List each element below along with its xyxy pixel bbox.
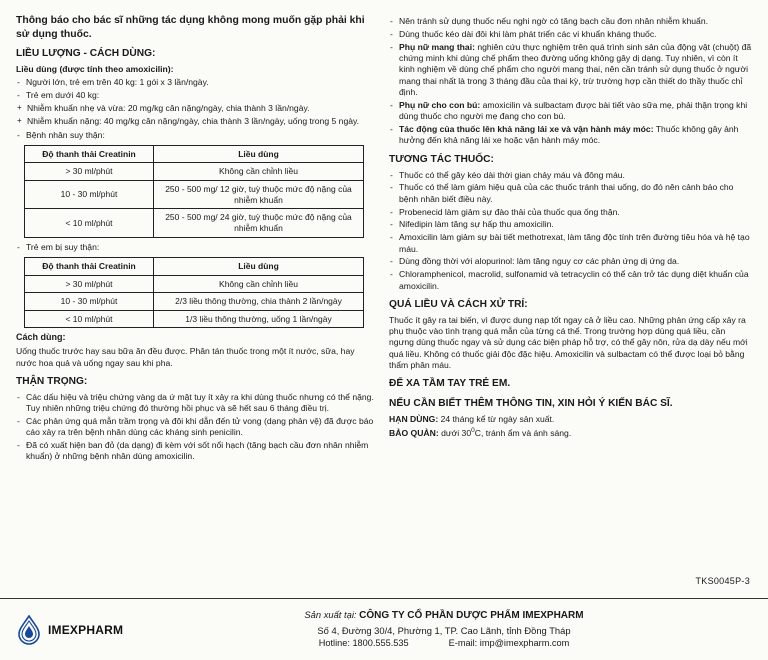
table-row bbox=[25, 310, 364, 328]
droplet-icon bbox=[16, 615, 42, 645]
shelf-life-value: 24 tháng kể từ ngày sản xuất. bbox=[440, 413, 555, 424]
renal-child-table bbox=[24, 257, 364, 329]
renal-adult-table bbox=[24, 145, 364, 238]
list-item-driving: - Tác động của thuốc lên khả năng lái xe và vận hành máy móc: Thuốc không gây ảnh hưởng đến khả năng lái xe hoặc vận hành máy móc. bbox=[389, 124, 752, 147]
lead-notice: Thông báo cho bác sĩ những tác dụng không mong muốn gặp phải khi sử dụng thuốc. bbox=[16, 15, 365, 40]
list-item-pregnancy: - Phụ nữ mang thai: nghiên cứu thực nghiệm trên quá trình sinh sản của động vật (chuột) đã chứng minh khi dùng chế phẩm theo đường uống không gây dị dạng. Tuy nhiên, vì còn ít kinh nghiệm về dùng chế phẩm cho người mang thai, nên cần tránh sử dụng thuốc ở người mang thai nhất là trong 3 tháng đầu của thai kỳ, trừ trường hợp cần thiết do thầy thuốc chỉ định. bbox=[389, 42, 752, 99]
table-row bbox=[25, 293, 364, 311]
contact-row bbox=[136, 637, 752, 650]
keep-away-warning: ĐỂ XA TẦM TAY TRẺ EM. bbox=[389, 378, 511, 390]
table-cell: > 30 ml/phút bbox=[25, 275, 154, 293]
table-header-row bbox=[25, 257, 364, 275]
renal-adult-label: - Bệnh nhân suy thận: bbox=[16, 130, 375, 141]
precaution-continued-list bbox=[389, 16, 752, 147]
overdose-text: Thuốc ít gây ra tai biến, vì được dung nạp tốt ngay cả ở liều cao. Những phản ứng cấp xảy ra phụ thuộc vào tình trạng quá mẫn của từng cá thể. Trong trường hợp dùng quá liều, cần ngưng dùng thuốc ngay và sử dụng các biện pháp hỗ trợ, có thể gây nôn, rửa dạ dày nếu mới quá liều. Không có thuốc giải độc đặc hiệu. Amoxicilin và sulbactam có thể được loại bỏ bằng thẩm phân máu. bbox=[389, 314, 748, 371]
list-item: + Nhiễm khuẩn nhẹ và vừa: 20 mg/kg cân nặng/ngày, chia thành 3 lần/ngày. bbox=[16, 103, 375, 114]
child-dosage-list bbox=[16, 103, 375, 127]
renal-child-label: - Trẻ em bị suy thận: bbox=[16, 242, 375, 253]
storage-degree-sup: 0 bbox=[471, 427, 475, 435]
company-name: CÔNG TY CỔ PHẦN DƯỢC PHẨM IMEXPHARM bbox=[359, 610, 584, 622]
ask-doctor-warning: NẾU CẦN BIẾT THÊM THÔNG TIN, XIN HỎI Ý KIẾN BÁC SĨ. bbox=[389, 398, 673, 410]
column-header: Độ thanh thải Creatinin bbox=[25, 145, 154, 163]
table-cell: 2/3 liều thông thường, chia thành 2 lần/ngày bbox=[154, 293, 364, 311]
list-item: - Chloramphenicol, macrolid, sulfonamid và tetracyclin có thể cản trở tác dụng diệt khuẩn của amoxicilin. bbox=[389, 269, 752, 292]
left-column bbox=[16, 14, 375, 465]
list-item: - Đã có xuất hiện ban đỏ (da dạng) đi kèm với sốt nổi hạch (tăng bạch cầu đơn nhân nhiễm khuẩn) ở những bệnh nhân dùng amoxicilin. bbox=[16, 440, 375, 463]
table-cell: 250 - 500 mg/ 12 giờ, tuỳ thuộc mức độ nặng của nhiễm khuẩn bbox=[154, 181, 364, 209]
list-item: - Các dấu hiệu và triệu chứng vàng da ứ mật tuy ít xảy ra khi dùng thuốc nhưng có thể nặng. Tuy nhiên những triệu chứng đó thường hồi phục và sẽ hết sau 6 tháng điều trị. bbox=[16, 392, 375, 415]
list-item: - Trẻ em dưới 40 kg: bbox=[16, 90, 375, 101]
two-column-body bbox=[16, 14, 752, 465]
table-cell: < 10 ml/phút bbox=[25, 209, 154, 237]
howto-title: Cách dùng: bbox=[16, 332, 66, 343]
list-item: - Người lớn, trẻ em trên 40 kg: 1 gói x 3 lần/ngày. bbox=[16, 77, 375, 88]
shelf-life-label: HẠN DÙNG: bbox=[389, 413, 439, 424]
caution-list bbox=[16, 392, 375, 463]
table-cell: Không cần chỉnh liều bbox=[154, 163, 364, 181]
list-item: - Probenecid làm giảm sự đào thải của thuốc qua ống thận. bbox=[389, 207, 752, 218]
column-header: Liều dùng bbox=[154, 145, 364, 163]
overdose-title: QUÁ LIỀU VÀ CÁCH XỬ TRÍ: bbox=[389, 298, 528, 310]
list-item: - Thuốc có thể gây kéo dài thời gian chảy máu và đông máu. bbox=[389, 170, 752, 181]
table-header-row bbox=[25, 145, 364, 163]
storage-value-post: C, tránh ẩm và ánh sáng. bbox=[474, 428, 572, 439]
footer bbox=[0, 598, 768, 660]
storage-row bbox=[389, 427, 752, 439]
list-item: - Thuốc có thể làm giảm hiệu quả của các thuốc tránh thai uống, do đó nên cảnh báo cho bệnh nhân biết điều này. bbox=[389, 182, 752, 205]
right-column bbox=[389, 14, 752, 441]
storage-label: BẢO QUẢN: bbox=[389, 428, 439, 439]
document-code: TKS0045P-3 bbox=[695, 576, 750, 586]
logo-wordmark: IMEXPHARM bbox=[48, 622, 124, 637]
column-header: Độ thanh thải Creatinin bbox=[25, 257, 154, 275]
hotline[interactable]: Hotline: 1800.555.535 bbox=[318, 638, 409, 649]
table-cell: 250 - 500 mg/ 24 giờ, tuỳ thuộc mức độ nặng của nhiễm khuẩn bbox=[154, 209, 364, 237]
table-row bbox=[25, 181, 364, 209]
howto-text: Uống thuốc trước hay sau bữa ăn đều được. Phân tán thuốc trong một ít nước, sữa, hay nước hoa quả và uống ngay sau khi pha. bbox=[16, 346, 355, 368]
list-item: + Nhiễm khuẩn nặng: 40 mg/kg cân nặng/ngày, chia thành 3 lần/ngày, uống trong 5 ngày. bbox=[16, 116, 375, 127]
imexpharm-logo bbox=[16, 615, 136, 645]
list-item: - Nifedipin làm tăng sự hấp thu amoxicilin. bbox=[389, 219, 752, 230]
interaction-list bbox=[389, 170, 752, 292]
interaction-title: TƯƠNG TÁC THUỐC: bbox=[389, 153, 494, 165]
table-cell: 10 - 30 ml/phút bbox=[25, 181, 154, 209]
dosage-intro: Liều dùng (được tính theo amoxicilin): bbox=[16, 63, 174, 74]
table-row bbox=[25, 209, 364, 237]
storage-value-pre: dưới 30 bbox=[441, 428, 472, 439]
list-item: - Dùng đồng thời với alopurinol: làm tăng nguy cơ các phản ứng dị ứng da. bbox=[389, 256, 752, 267]
column-header: Liều dùng bbox=[154, 257, 364, 275]
table-cell: 10 - 30 ml/phút bbox=[25, 293, 154, 311]
email[interactable]: E-mail: imp@imexpharm.com bbox=[448, 638, 570, 649]
company-address: Số 4, Đường 30/4, Phường 1, TP. Cao Lãnh, tỉnh Đồng Tháp bbox=[317, 624, 571, 636]
list-item: - Amoxicilin làm giảm sự bài tiết methotrexat, làm tăng độc tính trên đường tiêu hóa và hệ tạo máu. bbox=[389, 232, 752, 255]
shelf-life-row bbox=[389, 414, 752, 425]
table-cell: < 10 ml/phút bbox=[25, 310, 154, 328]
renal-child-label-wrap bbox=[16, 242, 375, 253]
manufacturer-line bbox=[136, 608, 752, 624]
caution-title: THẬN TRỌNG: bbox=[16, 376, 88, 387]
manufacturer-label: Sản xuất tại: bbox=[304, 609, 357, 621]
footer-info bbox=[136, 608, 752, 650]
table-cell: Không cần chỉnh liều bbox=[154, 275, 364, 293]
list-item-breastfeeding: - Phụ nữ cho con bú: amoxicilin và sulbactam được bài tiết vào sữa mẹ, phải thận trọng khi dùng thuốc cho người mẹ đang cho con bú. bbox=[389, 100, 752, 123]
table-row bbox=[25, 275, 364, 293]
section-dosage-title: LIỀU LƯỢNG - CÁCH DÙNG: bbox=[16, 48, 156, 60]
table-row bbox=[25, 163, 364, 181]
table-cell: > 30 ml/phút bbox=[25, 163, 154, 181]
list-item: - Các phản ứng quá mẫn trầm trọng và đôi khi dẫn đến tử vong (dạng phản vệ) đã được báo cáo xảy ra trên bệnh nhân dùng các kháng sinh penicilin. bbox=[16, 416, 375, 439]
renal-adult-label-wrap bbox=[16, 130, 375, 141]
table-cell: 1/3 liều thông thường, uống 1 lần/ngày bbox=[154, 310, 364, 328]
list-item: - Dùng thuốc kéo dài đôi khi làm phát triển các vi khuẩn kháng thuốc. bbox=[389, 29, 752, 40]
dosage-list bbox=[16, 77, 375, 101]
list-item: - Nên tránh sử dụng thuốc nếu nghi ngờ có tăng bạch cầu đơn nhân nhiễm khuẩn. bbox=[389, 16, 752, 27]
